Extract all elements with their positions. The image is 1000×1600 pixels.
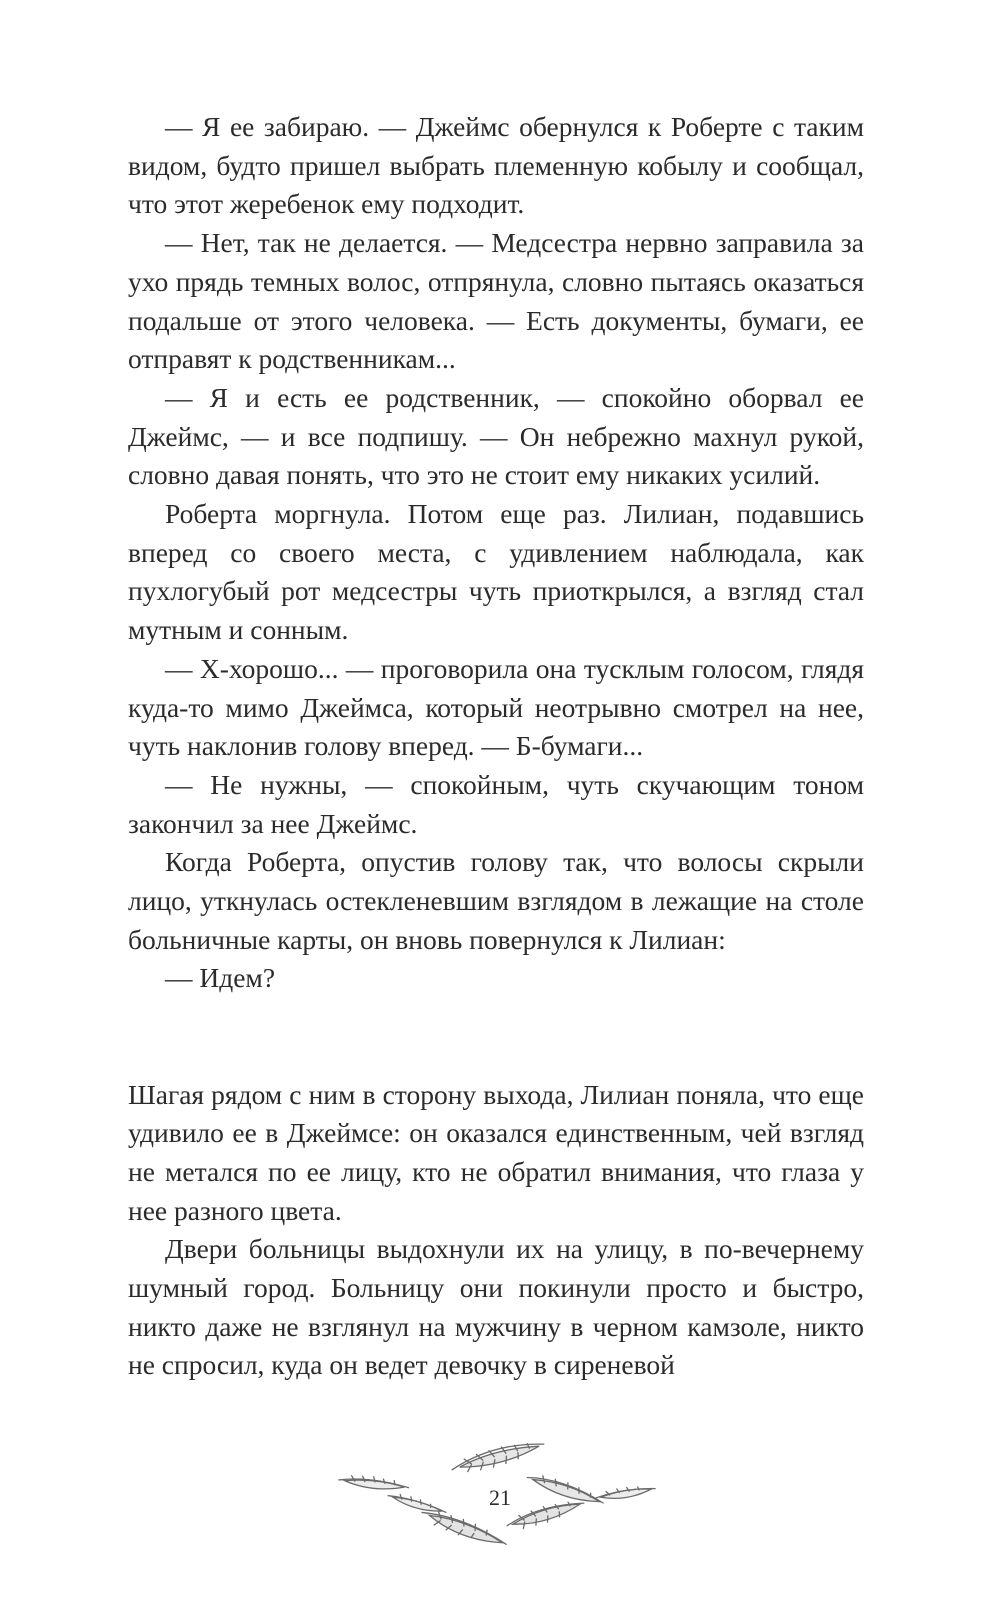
paragraph: Роберта моргнула. Потом еще раз. Лилиан, подавшись вперед со своего места, с удивлением наблюдала, как пухлогубый рот медсестры чуть приоткрылся, а взгляд стал мутным и сонным. xyxy=(128,498,864,646)
section-break xyxy=(128,1037,864,1076)
paragraph: — Не нужны, — спокойным, чуть скучающим тоном закончил за нее Джеймс. xyxy=(128,768,864,839)
page-number: 21 xyxy=(489,1485,511,1510)
paragraph: — Я ее забираю. — Джеймс обернулся к Роберте с таким видом, будто пришел выбрать племенную кобылу и сообщал, что этот жеребенок ему подходит. xyxy=(128,111,864,220)
paragraph: Шагая рядом с ним в сторону выхода, Лилиан поняла, что еще удивило ее в Джеймсе: он оказался единственным, чей взгляд не метался по ее лицу, кто не обратил внимания, что глаза у нее разного цвета. xyxy=(128,1078,864,1226)
paragraph: Когда Роберта, опустив голову так, что волосы скрыли лицо, уткнулась остекленевшим взглядом в лежащие на столе больничные карты, он вновь повернулся к Лилиан: xyxy=(128,846,864,955)
paragraph: — Идем? xyxy=(165,962,276,994)
paragraph: — Х-хорошо... — проговорила она тусклым голосом, глядя куда-то мимо Джеймса, который неотрывно смотрел на нее, чуть наклонив голову вперед. — Б-бумаги... xyxy=(128,652,864,762)
paragraph: — Нет, так не делается. — Медсестра нервно заправила за ухо прядь темных волос, отпрянула, словно пытаясь оказаться подальше от этого человека. — Есть документы, бумаги, ее отправят к родственникам... xyxy=(128,227,864,375)
section-break xyxy=(128,998,864,1037)
page-body xyxy=(128,108,864,1385)
paragraph: — Я и есть ее родственник, — спокойно оборвал ее Джеймс, — и все подпишу. — Он небрежно махнул рукой, словно давая понять, что это не стоит ему никаких усилий. xyxy=(128,381,864,491)
paragraph: Двери больницы выдохнули их на улицу, в по-вечернему шумный город. Больницу они покинули просто и быстро, никто даже не взглянул на мужчину в черном камзоле, никто не спросил, куда он ведет девочку в сиреневой xyxy=(128,1233,864,1381)
